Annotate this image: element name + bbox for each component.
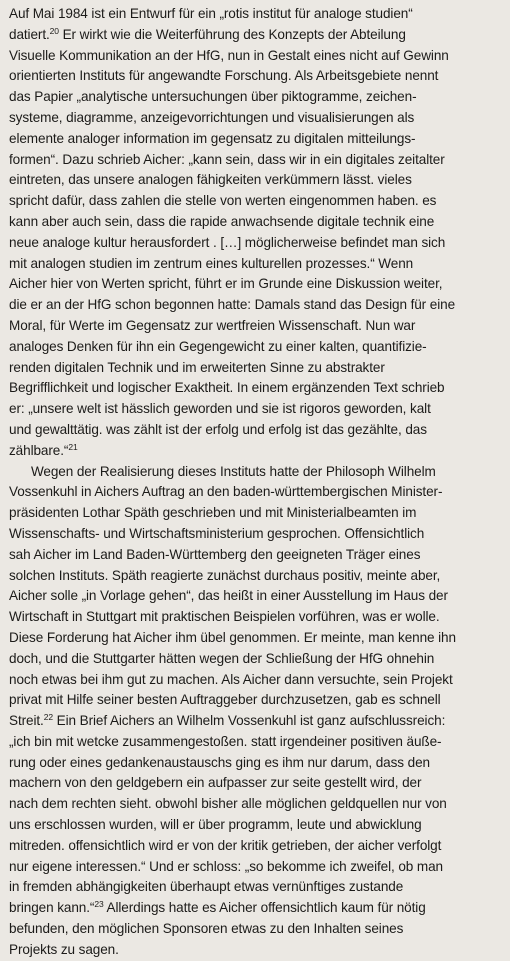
text-line: eintreten, das unsere analogen fähigkeiten verkümmern lässt. vieles bbox=[9, 172, 412, 188]
text-segment: Ein Brief Aichers an Wilhelm Vossenkuhl ist ganz aufschlussreich: bbox=[52, 713, 446, 729]
text-line: Wegen der Realisierung dieses Instituts hatte der Philosoph Wilhelm bbox=[30, 463, 436, 479]
text-line: sah Aicher im Land Baden-Württemberg den geeigneten Träger eines bbox=[9, 546, 421, 562]
text-line: spricht dafür, dass zahlen die stelle von werten eingenommen haben. es bbox=[9, 193, 437, 209]
text-line: nur eigene interessen.“ Und er schloss: „so bekomme ich zweifel, ob man bbox=[9, 858, 443, 874]
text-line: elemente analoger information im gegensatz zu digitalen mitteilungs- bbox=[9, 130, 416, 146]
text-line: die er an der HfG schon begonnen hatte: Damals stand das Design für eine bbox=[9, 297, 456, 313]
paragraph-2 bbox=[9, 462, 496, 961]
text-line: Wirtschaft in Stuttgart mit praktischen Beispielen vorführen, was er wolle. bbox=[9, 609, 440, 625]
text-line: mitreden. offensichtlich wird er von der kritik getrieben, der aicher verfolgt bbox=[9, 837, 442, 853]
text-line bbox=[9, 441, 495, 462]
text-line: Aicher hier von Werten spricht, führt er im Grunde eine Diskussion weiter, bbox=[9, 276, 443, 292]
text-line bbox=[9, 898, 495, 919]
footnote-marker: 21 bbox=[68, 441, 78, 452]
text-line: und gewalttätig. was zählt ist der erfolg und erfolg ist das gezählte, das bbox=[9, 421, 427, 437]
text-segment: zählbare.“ bbox=[9, 442, 69, 458]
text-line: Wissenschafts- und Wirtschaftsministerium gesprochen. Offensichtlich bbox=[9, 525, 425, 541]
text-line bbox=[9, 711, 495, 732]
text-line: Diese Forderung hat Aicher ihm übel genommen. Er meinte, man kenne ihn bbox=[9, 629, 456, 645]
text-line: nach dem rechten sieht. obwohl bisher alle möglichen geldquellen nur von bbox=[9, 796, 447, 812]
text-line: mit analogen studien im zentrum eines kulturellen prozesses.“ Wenn bbox=[9, 255, 414, 271]
text-line bbox=[9, 25, 495, 46]
text-segment: Allerdings hatte es Aicher offensichtlich kaum für nötig bbox=[103, 900, 426, 916]
text-line: doch, und die Stuttgarter hätten wegen der Schließung der HfG ohnehin bbox=[9, 650, 435, 666]
text-line: formen“. Dazu schrieb Aicher: „kann sein, dass wir in ein digitales zeitalter bbox=[9, 151, 445, 167]
footnote-marker: 22 bbox=[43, 712, 53, 723]
text-line: Aicher solle „in Vorlage gehen“, das heißt in einer Ausstellung im Haus der bbox=[9, 588, 448, 604]
paragraph-1 bbox=[9, 4, 496, 462]
text-line: er: „unsere welt ist hässlich geworden und sie ist rigoros geworden, kalt bbox=[9, 401, 431, 417]
text-line: solchen Instituts. Späth reagierte zunächst durchaus positiv, meinte aber, bbox=[9, 567, 441, 583]
text-line: Vossenkuhl in Aichers Auftrag an den baden-württembergischen Minister- bbox=[9, 484, 443, 500]
text-line: präsidenten Lothar Späth geschrieben und mit Ministerialbeamten im bbox=[9, 505, 417, 521]
text-line: machern von den geldgebern ein aufpasser zur seite gestellt wird, der bbox=[9, 775, 422, 791]
text-segment: datiert. bbox=[9, 26, 50, 42]
text-segment: Streit. bbox=[9, 713, 44, 729]
text-line: noch etwas bei ihm gut zu machen. Als Aicher dann versuchte, sein Projekt bbox=[9, 671, 453, 687]
text-segment: bringen kann.“ bbox=[9, 900, 95, 916]
text-line: „ich bin mit wetcke zusammengestoßen. statt irgendeiner positiven äuße- bbox=[9, 733, 442, 749]
text-line: analoges Denken für ihn ein Gegengewicht zu einer kalten, quantifizie- bbox=[9, 338, 427, 354]
text-line: Visuelle Kommunikation an der HfG, nun in Gestalt eines nicht auf Gewinn bbox=[9, 47, 449, 63]
text-line: befunden, den möglichen Sponsoren etwas zu den Inhalten seines bbox=[9, 921, 404, 937]
footnote-marker: 23 bbox=[94, 899, 104, 910]
text-line: privat mit Hilfe seiner besten Auftraggeber durchzusetzen, gab es schnell bbox=[9, 692, 441, 708]
text-segment: Er wirkt wie die Weiterführung des Konzepts der Abteilung bbox=[58, 26, 406, 42]
text-line: renden digitalen Technik und im erweiterten Sinne zu abstrakter bbox=[9, 359, 385, 375]
text-line: kann aber auch sein, dass die rapide anwachsende digitale technik eine bbox=[9, 213, 435, 229]
text-line: rung oder eines gedankenaustauschs ging es ihm nur darum, dass den bbox=[9, 754, 431, 770]
text-line: uns erschlossen wurden, will er über programm, leute und abwicklung bbox=[9, 817, 422, 833]
text-line: Auf Mai 1984 ist ein Entwurf für ein „rotis institut für analoge studien“ bbox=[9, 6, 413, 21]
text-line: Projekts zu sagen. bbox=[9, 941, 119, 957]
text-line: Begrifflichkeit und logischer Exaktheit. In einem ergänzenden Text schrieb bbox=[9, 380, 445, 396]
text-line: orientierten Instituts für angewandte Forschung. Als Arbeitsgebiete nennt bbox=[9, 68, 439, 84]
footnote-marker: 20 bbox=[49, 25, 59, 36]
text-line: neue analoge kultur herausfordert . […] möglicherweise befindet man sich bbox=[9, 234, 446, 250]
text-line: in fremden abhängigkeiten überhaupt etwas vernünftiges zustande bbox=[9, 879, 404, 895]
text-line: systeme, diagramme, anzeigevorrichtungen und visualisierungen als bbox=[9, 109, 415, 125]
text-line: das Papier „analytische untersuchungen über piktogramme, zeichen- bbox=[9, 89, 417, 105]
text-line: Moral, für Werte im Gegensatz zur wertfreien Wissenschaft. Nun war bbox=[9, 317, 416, 333]
